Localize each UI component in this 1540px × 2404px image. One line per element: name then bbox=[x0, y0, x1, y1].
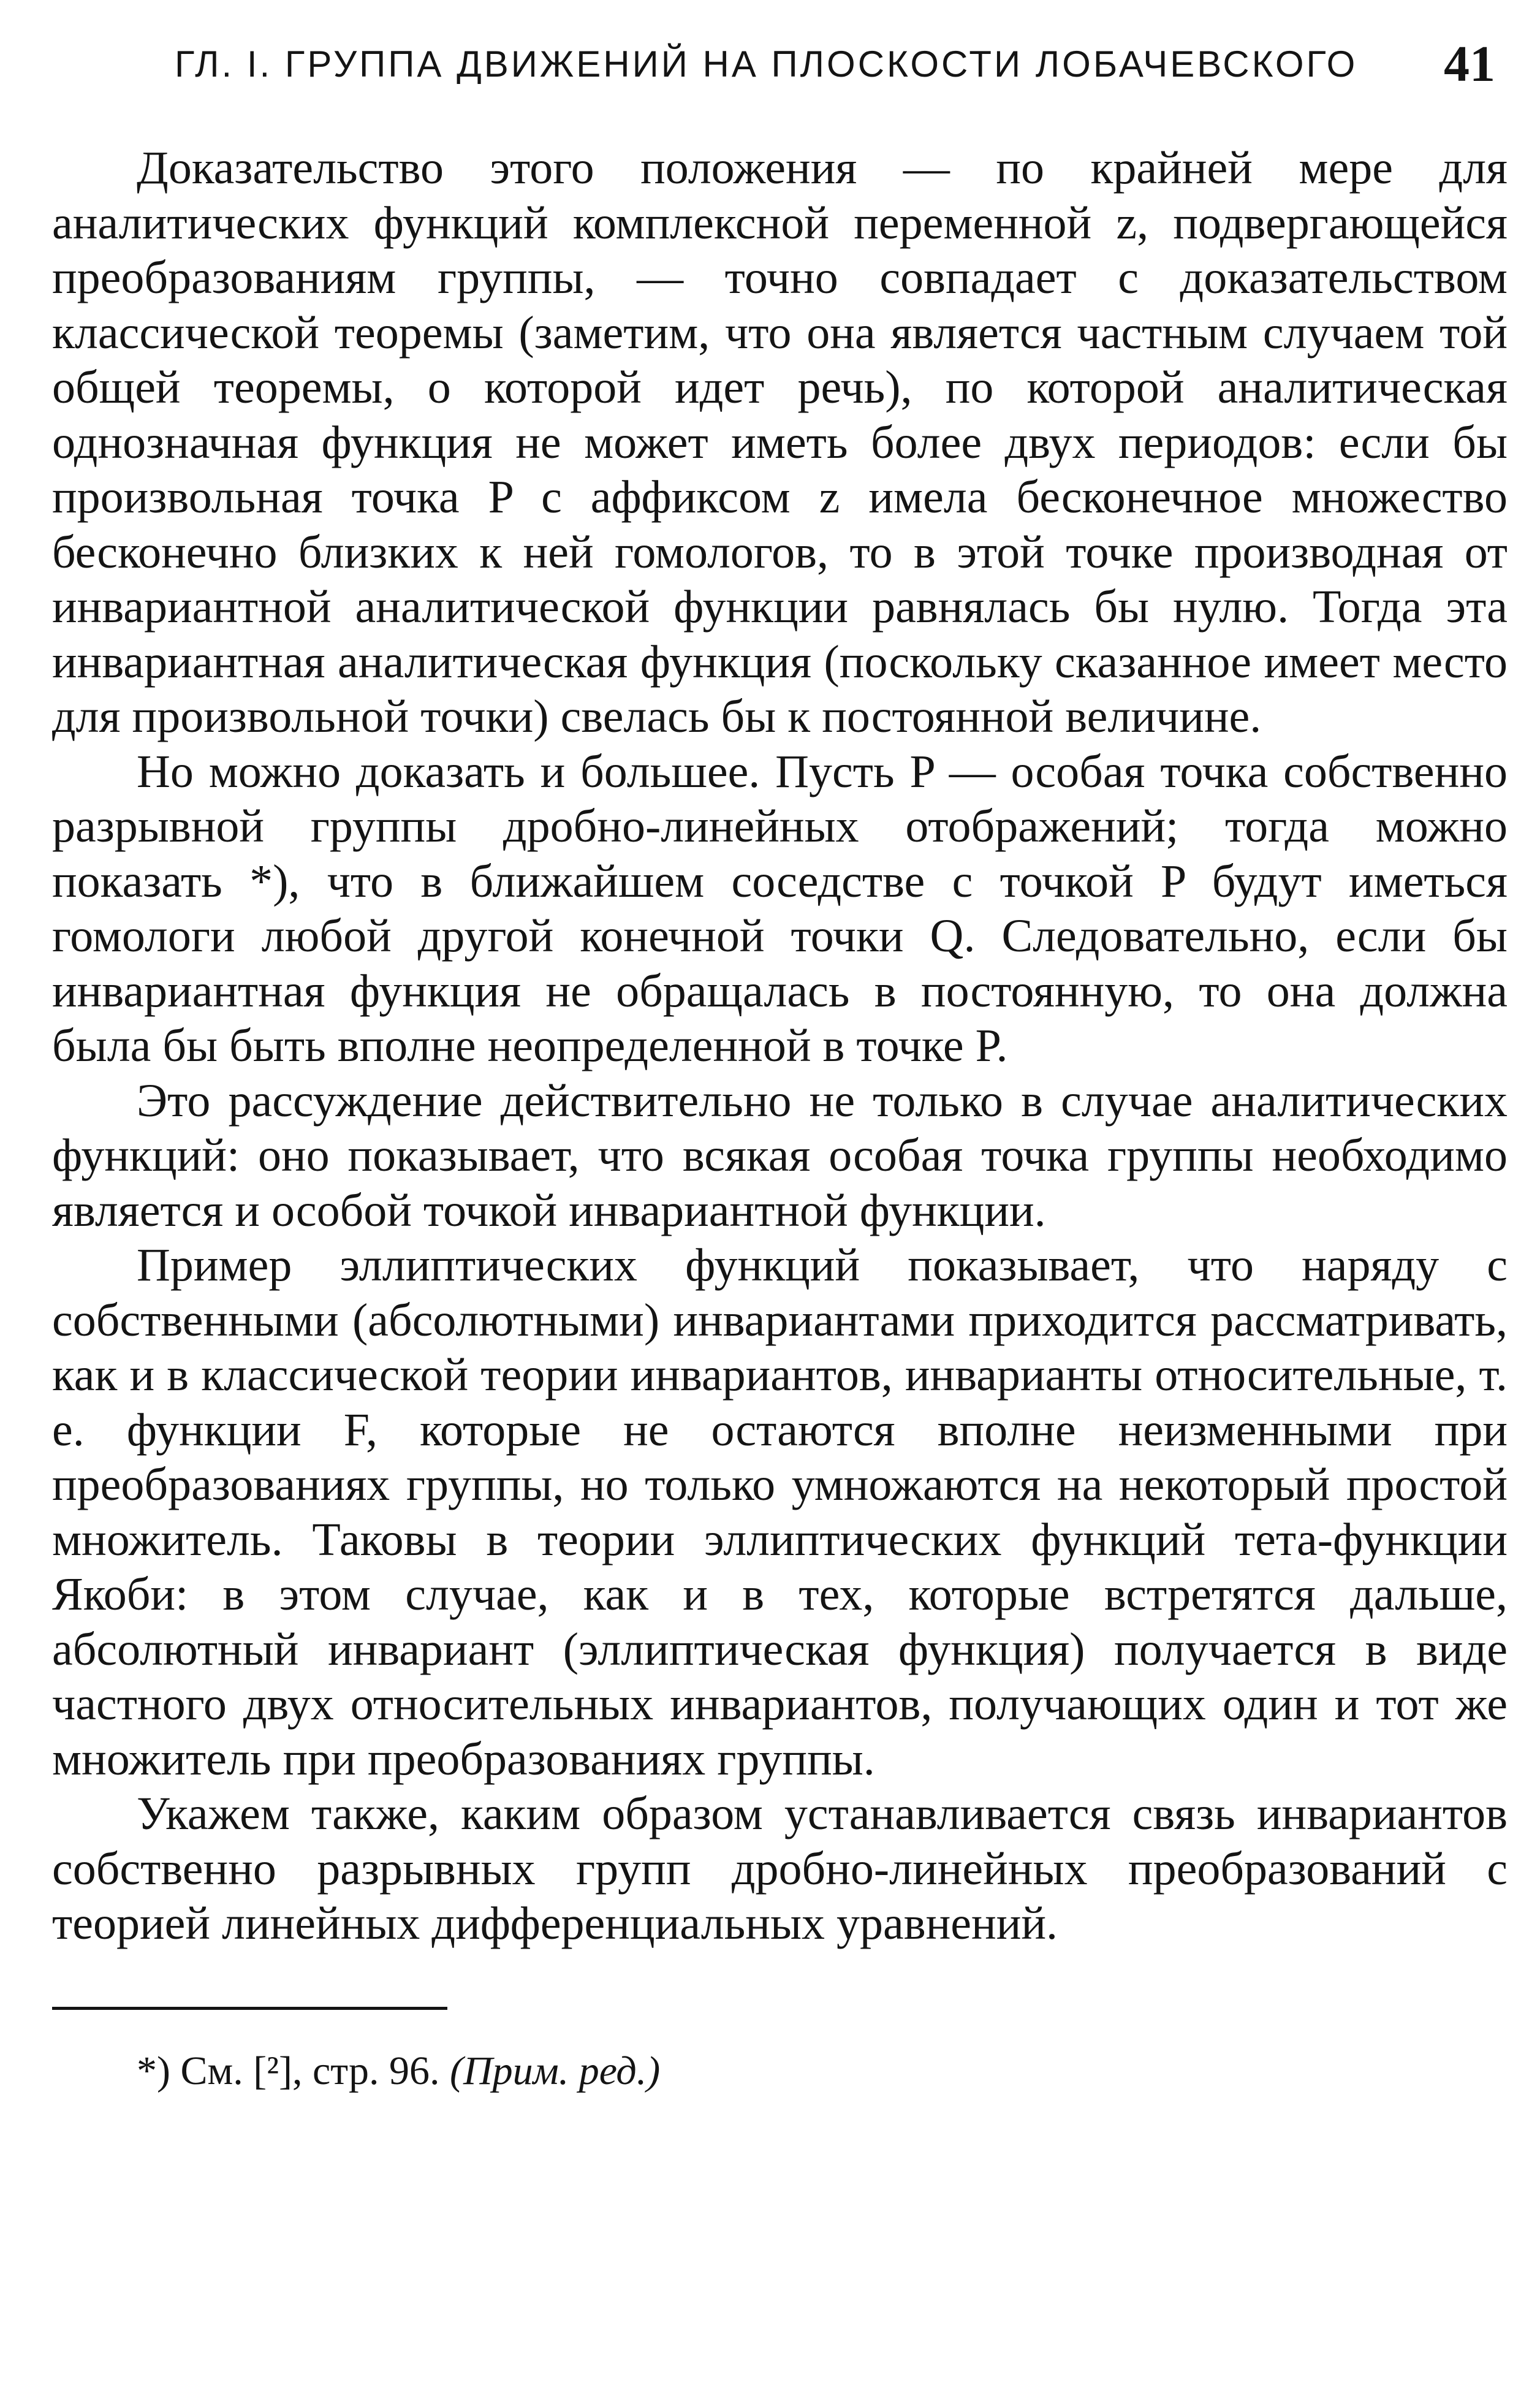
body-text bbox=[52, 141, 1508, 1952]
paragraph-2: Но можно доказать и большее. Пусть P — особая точка собственно разрывной группы дробно-линейных отображений; тогда можно показать *), что в ближайшем соседстве с точкой P будут иметься гомологи любой другой конечной точки Q. Следовательно, если бы инвариантная функция не обращалась в постоянную, то она должна была бы быть вполне неопределенной в точке P. bbox=[52, 745, 1508, 1071]
paragraph-5: Укажем также, каким образом устанавливается связь инвариантов собственно разрывных групп дробно-линейных преобразований с теорией линейных дифференциальных уравнений. bbox=[52, 1788, 1508, 1949]
paragraph-4: Пример эллиптических функций показывает, что наряду с собственными (абсолютными) инвариантами приходится рассматривать, как и в классической теории инвариантов, инварианты относительные, т. е. функции F, которые не остаются вполне неизменными при преобразованиях группы, но только умножаются на некоторый простой множитель. Таковы в теории эллиптических функций тета-функции Якоби: в этом случае, как и в тех, которые встретятся дальше, абсолютный инвариант (эллиптическая функция) получается в виде частного двух относительных инвариантов, получающих один и тот же множитель при преобразованиях группы. bbox=[52, 1239, 1508, 1785]
paragraph-1: Доказательство этого положения — по крайней мере для аналитических функций комплексной переменной z, подвергающейся преобразованиям группы, — точно совпадает с доказательством классической теоремы (заметим, что она является частным случаем той общей теоремы, о которой идет речь), по которой аналитическая однозначная функция не может иметь более двух периодов: если бы произвольная точка P с аффиксом z имела бесконечное множество бесконечно близких к ней гомологов, то в этой точке производная от инвариантной аналитической функции равнялась бы нулю. Тогда эта инвариантная аналитическая функция (поскольку сказанное имеет место для произвольной точки) свелась бы к постоянной величине. bbox=[52, 142, 1508, 742]
page-number: 41 bbox=[1444, 36, 1495, 93]
running-head bbox=[52, 34, 1508, 95]
footnote bbox=[52, 2044, 1508, 2099]
footnote-editor-note: (Прим. ред.) bbox=[449, 2048, 661, 2093]
paragraph-3: Это рассуждение действительно не только в случае аналитических функций: оно показывает, что всякая особая точка группы необходимо является и особой точкой инвариантной функции. bbox=[52, 1075, 1508, 1236]
running-title: ГЛ. I. ГРУППА ДВИЖЕНИЙ НА ПЛОСКОСТИ ЛОБАЧЕВСКОГО bbox=[175, 44, 1358, 85]
footnote-text: См. [²], стр. 96. bbox=[180, 2048, 440, 2093]
footnote-marker: *) bbox=[137, 2048, 170, 2093]
book-page bbox=[52, 34, 1508, 2099]
footnote-rule bbox=[52, 2007, 447, 2010]
